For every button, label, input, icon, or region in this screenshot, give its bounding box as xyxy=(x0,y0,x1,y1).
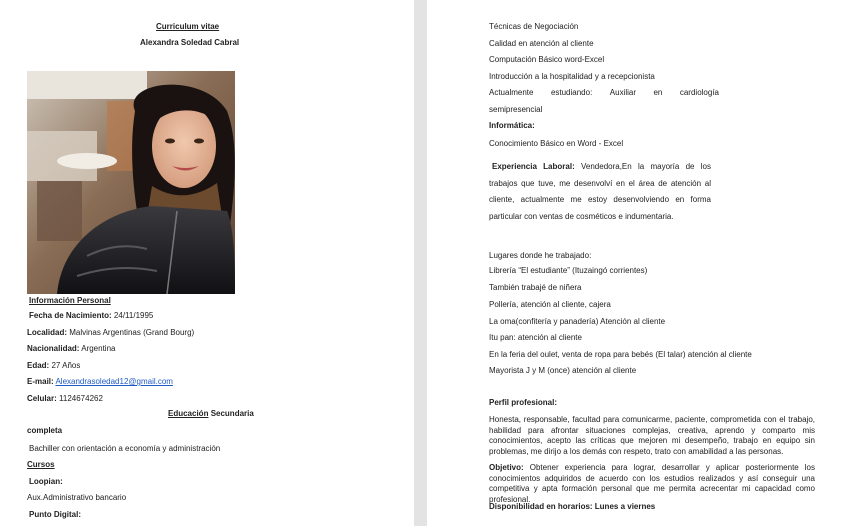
course-item: Calidad en atención al cliente xyxy=(489,39,594,48)
place-item: En la feria del oulet, venta de ropa para bebés (El talar) atención al cliente xyxy=(489,350,752,359)
place-item: La oma(confitería y panadería) Atención al cliente xyxy=(489,317,666,326)
experience-text: Vendedora,En la mayoría de los trabajos que tuve, me desenvolví en el área de atención al cliente, actualmente me estoy desenvolviendo en forma particular con ventas de cosméticos e indumentaria. xyxy=(489,162,711,221)
phone-label: Celular: xyxy=(27,394,57,403)
phone-row xyxy=(27,394,103,404)
age-value: 27 Años xyxy=(51,361,81,370)
place-item: Mayorista J y M (once) atención al cliente xyxy=(489,366,637,375)
objective-label: Objetivo: xyxy=(489,463,524,472)
place-item: Itu pan: atención al cliente xyxy=(489,333,582,342)
profile-heading: Perfil profesional: xyxy=(489,398,558,407)
profile-photo xyxy=(27,71,235,294)
course-item: Introducción a la hospitalidad y a recepcionista xyxy=(489,72,655,81)
experience-paragraph xyxy=(489,159,711,225)
punto-digital-label: Punto Digital: xyxy=(29,510,81,519)
availability: Disponibilidad en horarios: Lunes a viernes xyxy=(489,502,656,511)
locality-label: Localidad: xyxy=(27,328,68,337)
courses-heading: Cursos xyxy=(27,460,55,469)
place-item: Pollería, atención al cliente, cajera xyxy=(489,300,611,309)
studying-word: cardiología xyxy=(679,88,719,97)
place-item: Librería “El estudiante” (Ituzaingó corrientes) xyxy=(489,266,648,275)
email-link[interactable]: Alexandrasoledad12@gmail.com xyxy=(55,377,173,386)
informatica-heading: Informática: xyxy=(489,121,535,130)
objective-text: Obtener experiencia para lograr, desarrollar y aplicar posteriormente los conocimientos adquiridos de acuerdo con los estudios realizados y así conseguir una competitiva y apta formación personal que me permita acrecentar mi capacidad como profesional. xyxy=(489,463,815,504)
informatica-value: Conocimiento Básico en Word - Excel xyxy=(489,139,624,148)
personal-info-heading: Información Personal xyxy=(29,296,111,305)
studying-word: Auxiliar xyxy=(609,88,637,97)
email-row xyxy=(27,377,173,387)
cv-name: Alexandra Soledad Cabral xyxy=(140,38,240,47)
email-label: E-mail: xyxy=(27,377,54,386)
profile-text: Honesta, responsable, facultad para comunicarme, paciente, comprometida con el trabajo, habilidad para afrontar situaciones complejas, creativa, aprendo y comparto mis conocimientos, acepto las críticas que mejoren mi desempeño, trabajo en equipo sin problemas, me dirijo a los demás con respeto, trato con amabilidad a las personas. xyxy=(489,415,815,456)
places-heading: Lugares donde he trabajado: xyxy=(489,251,592,260)
birth-label: Fecha de Nacimiento: xyxy=(29,311,112,320)
nationality-label: Nacionalidad: xyxy=(27,344,80,353)
place-item: También trabajé de niñera xyxy=(489,283,582,292)
education-heading-word: Educación xyxy=(168,409,209,418)
course-item: Técnicas de Negociación xyxy=(489,22,579,31)
education-heading-secondary: Secundaria xyxy=(210,409,254,418)
education-heading xyxy=(168,409,254,419)
studying-word: en xyxy=(653,88,663,97)
age-row xyxy=(27,361,80,371)
cv-title: Curriculum vitae xyxy=(156,22,220,31)
studying-tail: semipresencial xyxy=(489,105,543,114)
page-gutter xyxy=(414,0,427,526)
locality-value: Malvinas Argentinas (Grand Bourg) xyxy=(69,328,195,337)
studying-line xyxy=(489,88,719,98)
course-item: Computación Básico word-Excel xyxy=(489,55,605,64)
cv-page-left xyxy=(0,0,414,526)
studying-word: Actualmente xyxy=(489,88,534,97)
education-heading-complete: completa xyxy=(27,426,63,435)
phone-value: 1124674262 xyxy=(59,394,103,403)
birth-value: 24/11/1995 xyxy=(113,311,154,320)
nationality-row xyxy=(27,344,115,354)
experience-label: Experiencia Laboral: xyxy=(492,162,575,171)
nationality-value: Argentina xyxy=(81,344,116,353)
cv-page-right xyxy=(427,0,865,526)
age-label: Edad: xyxy=(27,361,50,370)
birth-row xyxy=(29,311,153,321)
locality-row xyxy=(27,328,194,338)
objective-paragraph xyxy=(489,463,815,505)
loopian-value: Aux.Administrativo bancario xyxy=(27,493,127,502)
studying-word: estudiando: xyxy=(550,88,593,97)
education-value: Bachiller con orientación a economía y administración xyxy=(29,444,221,453)
profile-photo-graphic xyxy=(27,71,235,294)
loopian-label: Loopian: xyxy=(29,477,63,486)
